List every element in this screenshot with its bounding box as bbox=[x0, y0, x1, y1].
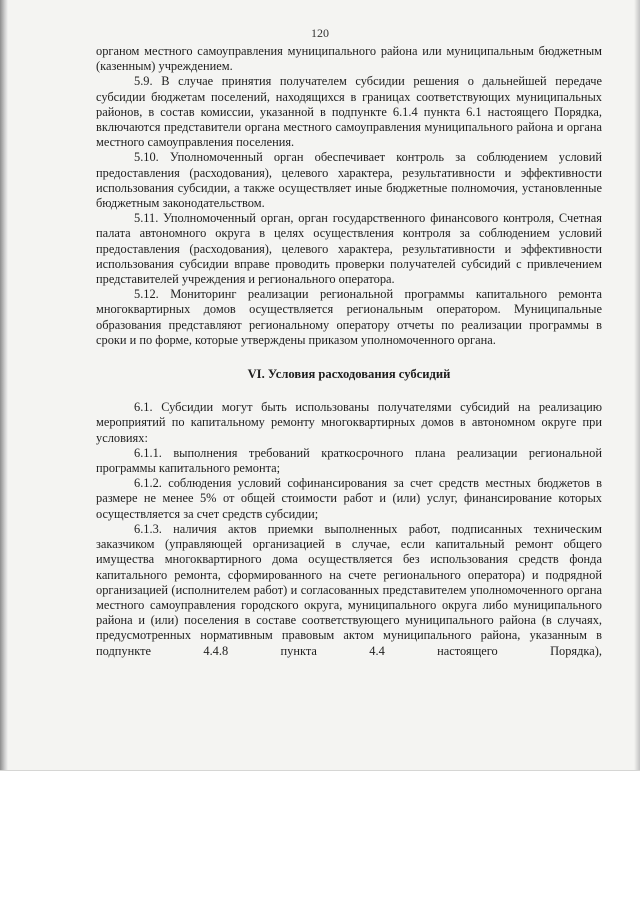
paragraph-6-1-1: 6.1.1. выполнения требований краткосрочного плана реализации региональной программы капитального ремонта; bbox=[96, 445, 602, 476]
paragraph-6-1-2: 6.1.2. соблюдения условий софинансирования за счет средств местных бюджетов в размере не менее 5% от общей стоимости работ и (или) услуг, финансирование которых осуществляется за счет средств субсидии; bbox=[96, 476, 602, 521]
paragraph-5-12: 5.12. Мониторинг реализации региональной программы капитального ремонта многоквартирных домов осуществляется региональным оператором. Муниципальные образования представляют региональному оператору отчеты по реализации программы в сроки и по форме, которые утверждены приказом уполномоченного органа. bbox=[96, 287, 602, 347]
paragraph-5-9: 5.9. В случае принятия получателем субсидии решения о дальнейшей передаче субсидии бюджетам поселений, находящихся в границах соответствующих муниципальных районов, в состав комиссии, указанной в подпункте 6.1.4 пункта 6.1 настоящего Порядка, включаются представители органа местного самоуправления муниципального района и органа местного самоуправления поселения. bbox=[96, 74, 602, 150]
paragraph-6-1: 6.1. Субсидии могут быть использованы получателями субсидий на реализацию мероприятий по капитальному ремонту многоквартирных домов в автономном округе при условиях: bbox=[96, 400, 602, 445]
scan-shadow-left bbox=[0, 0, 8, 770]
paragraph-6-1-3: 6.1.3. наличия актов приемки выполненных работ, подписанных техническим заказчиком (управляющей организацией в случае, если капитальный ремонт общего имущества многоквартирного дома осуществляется без использования средств фонда капитального ремонта, сформированного на счете регионального оператора) и подрядной организацией (исполнителем работ) и согласованных представителем уполномоченного органа местного самоуправления городского округа, муниципального округа либо муниципального района и (или) поселения в составе соответствующего муниципального района (в случаях, предусмотренных нормативным правовым актом муниципального района, указанным в подпункте 4.4.8 пункта 4.4 настоящего Порядка), bbox=[96, 521, 602, 658]
page-number: 120 bbox=[311, 26, 329, 40]
section-title: VI. Условия расходования субсидий bbox=[247, 367, 451, 382]
paragraph-5-10: 5.10. Уполномоченный орган обеспечивает контроль за соблюдением условий предоставления (расходования), целевого характера, результативности и эффективности использования субсидии, а также осуществляет иные бюджетные полномочия, установленные бюджетным законодательством. bbox=[96, 150, 602, 211]
paragraph-5-11: 5.11. Уполномоченный орган, орган государственного финансового контроля, Счетная палата автономного округа в целях осуществления контроля за соблюдением условий предоставления (расходования), целевого характера, результативности и эффективности использования субсидии вправе проводить проверки получателей субсидий с привлечением представителей учреждения и регионального оператора. bbox=[96, 211, 602, 287]
document-body bbox=[96, 44, 602, 659]
scan-shadow-right bbox=[634, 0, 640, 770]
paragraph-5-8-continuation: органом местного самоуправления муниципального района или муниципальным бюджетным (казенным) учреждением. bbox=[96, 44, 602, 74]
